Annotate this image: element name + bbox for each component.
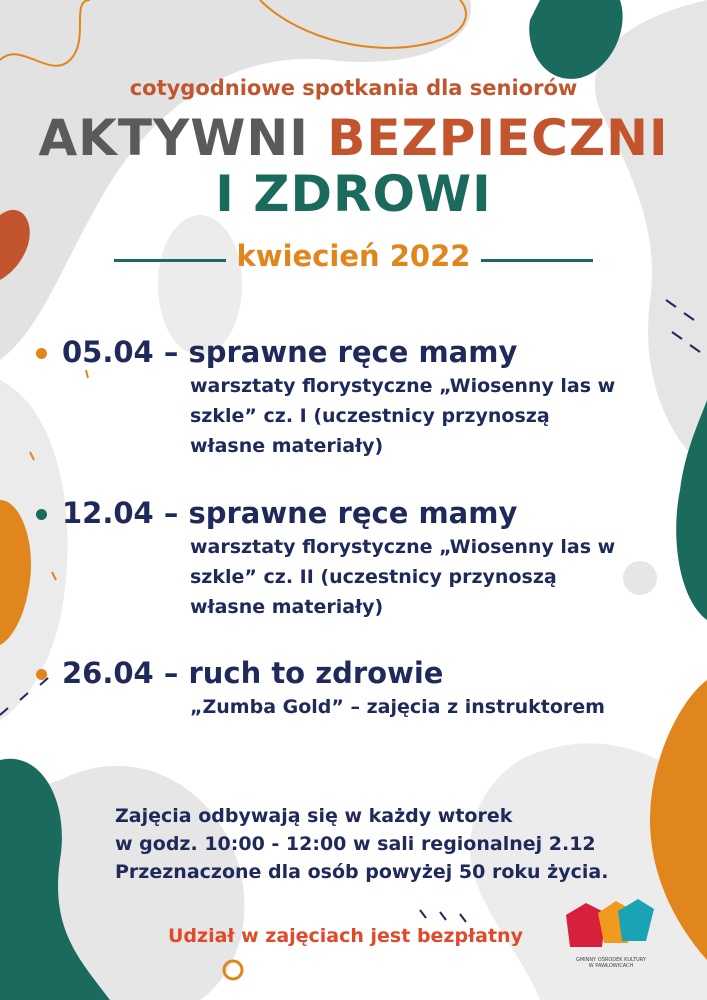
info-line-audience: Przeznaczone dla osób powyżej 50 roku życia.: [115, 861, 609, 883]
logo-mark-icon: [556, 895, 666, 957]
logo-text-line-2: W PAWŁOWICACH: [588, 963, 634, 969]
title-word-bezpieczni: BEZPIECZNI: [327, 109, 669, 167]
event-description: „Zumba Gold” – zajęcia z instruktorem: [190, 696, 605, 718]
event-date: 12.04: [62, 496, 154, 530]
gok-logo: [556, 895, 666, 990]
event-bullet: [36, 348, 47, 359]
month-label: kwiecień 2022: [236, 239, 471, 273]
event-bullet: [36, 669, 47, 680]
event-date: 26.04: [62, 656, 154, 690]
poster-subtitle: cotygodniowe spotkania dla seniorów: [129, 76, 578, 100]
title-word-aktywni: AKTYWNI: [38, 109, 309, 167]
poster-title-line-2: I ZDROWI: [215, 165, 492, 223]
event-bullet: [36, 509, 47, 520]
info-block: [115, 802, 635, 886]
logo-text: [556, 957, 666, 969]
event-name: – ruch to zdrowie: [163, 656, 444, 690]
event-description: warsztaty florystyczne „Wiosenny las w szkle” cz. I (uczestnicy przynoszą własne materiały): [190, 375, 616, 457]
divider-right: [481, 259, 593, 262]
event-name: – sprawne ręce mamy: [163, 335, 518, 369]
event-name: – sprawne ręce mamy: [163, 496, 518, 530]
event-description: warsztaty florystyczne „Wiosenny las w szkle” cz. II (uczestnicy przynoszą własne materiały): [190, 536, 616, 618]
event-heading: [62, 335, 517, 369]
event-heading: [62, 496, 517, 530]
poster-title-line-1: [0, 110, 707, 166]
info-line-hours: w godz. 10:00 - 12:00 w sali regionalnej 2.12: [115, 833, 596, 855]
event-heading: [62, 656, 443, 690]
free-participation-note: Udział w zajęciach jest bezpłatny: [168, 925, 523, 947]
logo-text-line-1: GMINNY OŚRODEK KULTURY: [575, 957, 646, 963]
info-line-schedule: Zajęcia odbywają się w każdy wtorek: [115, 805, 513, 827]
event-date: 05.04: [62, 335, 154, 369]
